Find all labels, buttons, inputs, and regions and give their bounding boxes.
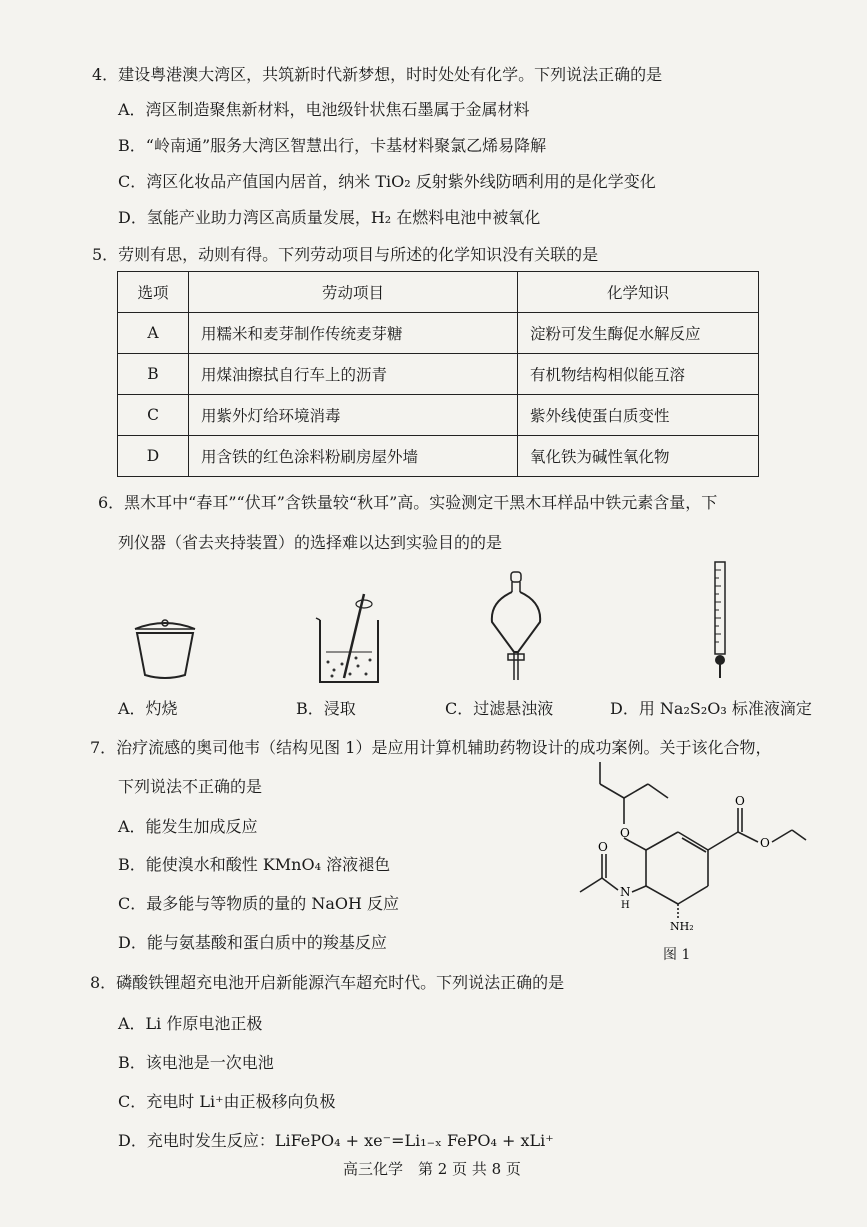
table-header-row	[118, 272, 759, 313]
beaker-illustration	[312, 590, 392, 690]
q8-option-a: A．Li 作原电池正极	[118, 1014, 263, 1033]
table-cell: D	[118, 436, 189, 477]
table-header-cell: 选项	[118, 272, 189, 313]
separatory-funnel-illustration	[482, 570, 552, 695]
table-header-cell: 劳动项目	[189, 272, 518, 313]
q8-stem: 8．磷酸铁锂超充电池开启新能源汽车超充时代。下列说法正确的是	[90, 973, 565, 992]
table-header-cell: 化学知识	[518, 272, 759, 313]
q7-option-a: A．能发生加成反应	[118, 817, 258, 836]
table-cell: B	[118, 354, 189, 395]
q8-option-b: B．该电池是一次电池	[118, 1053, 274, 1072]
q5-table	[117, 271, 759, 477]
table-cell: 有机物结构相似能互溶	[518, 354, 759, 395]
table-cell: 氧化铁为碱性氧化物	[518, 436, 759, 477]
structure-atom-label: H	[621, 900, 630, 911]
table-row	[118, 395, 759, 436]
structure-atom-label: NH₂	[670, 920, 694, 933]
table-row	[118, 313, 759, 354]
table-cell: 用糯米和麦芽制作传统麦芽糖	[189, 313, 518, 354]
q6-stem-line1: 6．黑木耳中“春耳”“伏耳”含铁量较“秋耳”高。实验测定干黑木耳样品中铁元素含量，下	[98, 493, 718, 512]
table-cell: 用紫外灯给环境消毒	[189, 395, 518, 436]
q7-option-d: D．能与氨基酸和蛋白质中的羧基反应	[118, 933, 387, 952]
q7-option-c: C．最多能与等物质的量的 NaOH 反应	[118, 894, 400, 913]
table-cell: A	[118, 313, 189, 354]
table-cell: C	[118, 395, 189, 436]
q6-option-d: D．用 Na₂S₂O₃ 标准液滴定	[610, 699, 812, 718]
q7-stem-line1: 7．治疗流感的奥司他韦（结构见图 1）是应用计算机辅助药物设计的成功案例。关于该化合物，	[90, 738, 772, 757]
table-cell: 紫外线使蛋白质变性	[518, 395, 759, 436]
structure-atom-label: N	[620, 885, 631, 899]
structure-atom-label: O	[735, 794, 745, 808]
table-row	[118, 436, 759, 477]
crucible-illustration	[125, 615, 205, 685]
q6-stem-line2: 列仪器（省去夹持装置）的选择难以达到实验目的的是	[118, 533, 503, 552]
table-cell: 淀粉可发生酶促水解反应	[518, 313, 759, 354]
q8-option-d: D．充电时发生反应：LiFePO₄ + xe⁻=Li₁₋ₓ FePO₄ + xLi⁺	[118, 1131, 554, 1150]
oseltamivir-structure	[570, 758, 810, 948]
q6-option-c: C．过滤悬浊液	[445, 699, 554, 718]
table-cell: 用煤油擦拭自行车上的沥青	[189, 354, 518, 395]
burette-illustration	[706, 560, 736, 695]
q5-stem: 5．劳则有思，动则有得。下列劳动项目与所述的化学知识没有关联的是	[92, 245, 599, 264]
table-row	[118, 354, 759, 395]
q4-stem: 4．建设粤港澳大湾区，共筑新时代新梦想，时时处处有化学。下列说法正确的是	[92, 65, 663, 84]
q4-option-c: C．湾区化妆品产值国内居首，纳米 TiO₂ 反射紫外线防晒利用的是化学变化	[118, 172, 656, 191]
q4-option-d: D．氢能产业助力湾区高质量发展，H₂ 在燃料电池中被氧化	[118, 208, 541, 227]
q4-option-a: A．湾区制造聚焦新材料，电池级针状焦石墨属于金属材料	[118, 100, 530, 119]
figure-caption: 图 1	[663, 947, 691, 963]
structure-atom-label: O	[760, 836, 770, 850]
structure-atom-label: O	[598, 840, 608, 854]
q6-option-b: B．浸取	[296, 699, 356, 718]
page-footer: 高三化学 第 2 页 共 8 页	[343, 1160, 521, 1178]
structure-atom-label: O	[620, 826, 630, 840]
q8-option-c: C．充电时 Li⁺由正极移向负极	[118, 1092, 336, 1111]
q6-option-a: A．灼烧	[118, 699, 178, 718]
q4-option-b: B．“岭南通”服务大湾区智慧出行，卡基材料聚氯乙烯易降解	[118, 136, 547, 155]
q7-stem-line2: 下列说法不正确的是	[118, 777, 263, 796]
q7-option-b: B．能使溴水和酸性 KMnO₄ 溶液褪色	[118, 855, 391, 874]
table-cell: 用含铁的红色涂料粉刷房屋外墙	[189, 436, 518, 477]
